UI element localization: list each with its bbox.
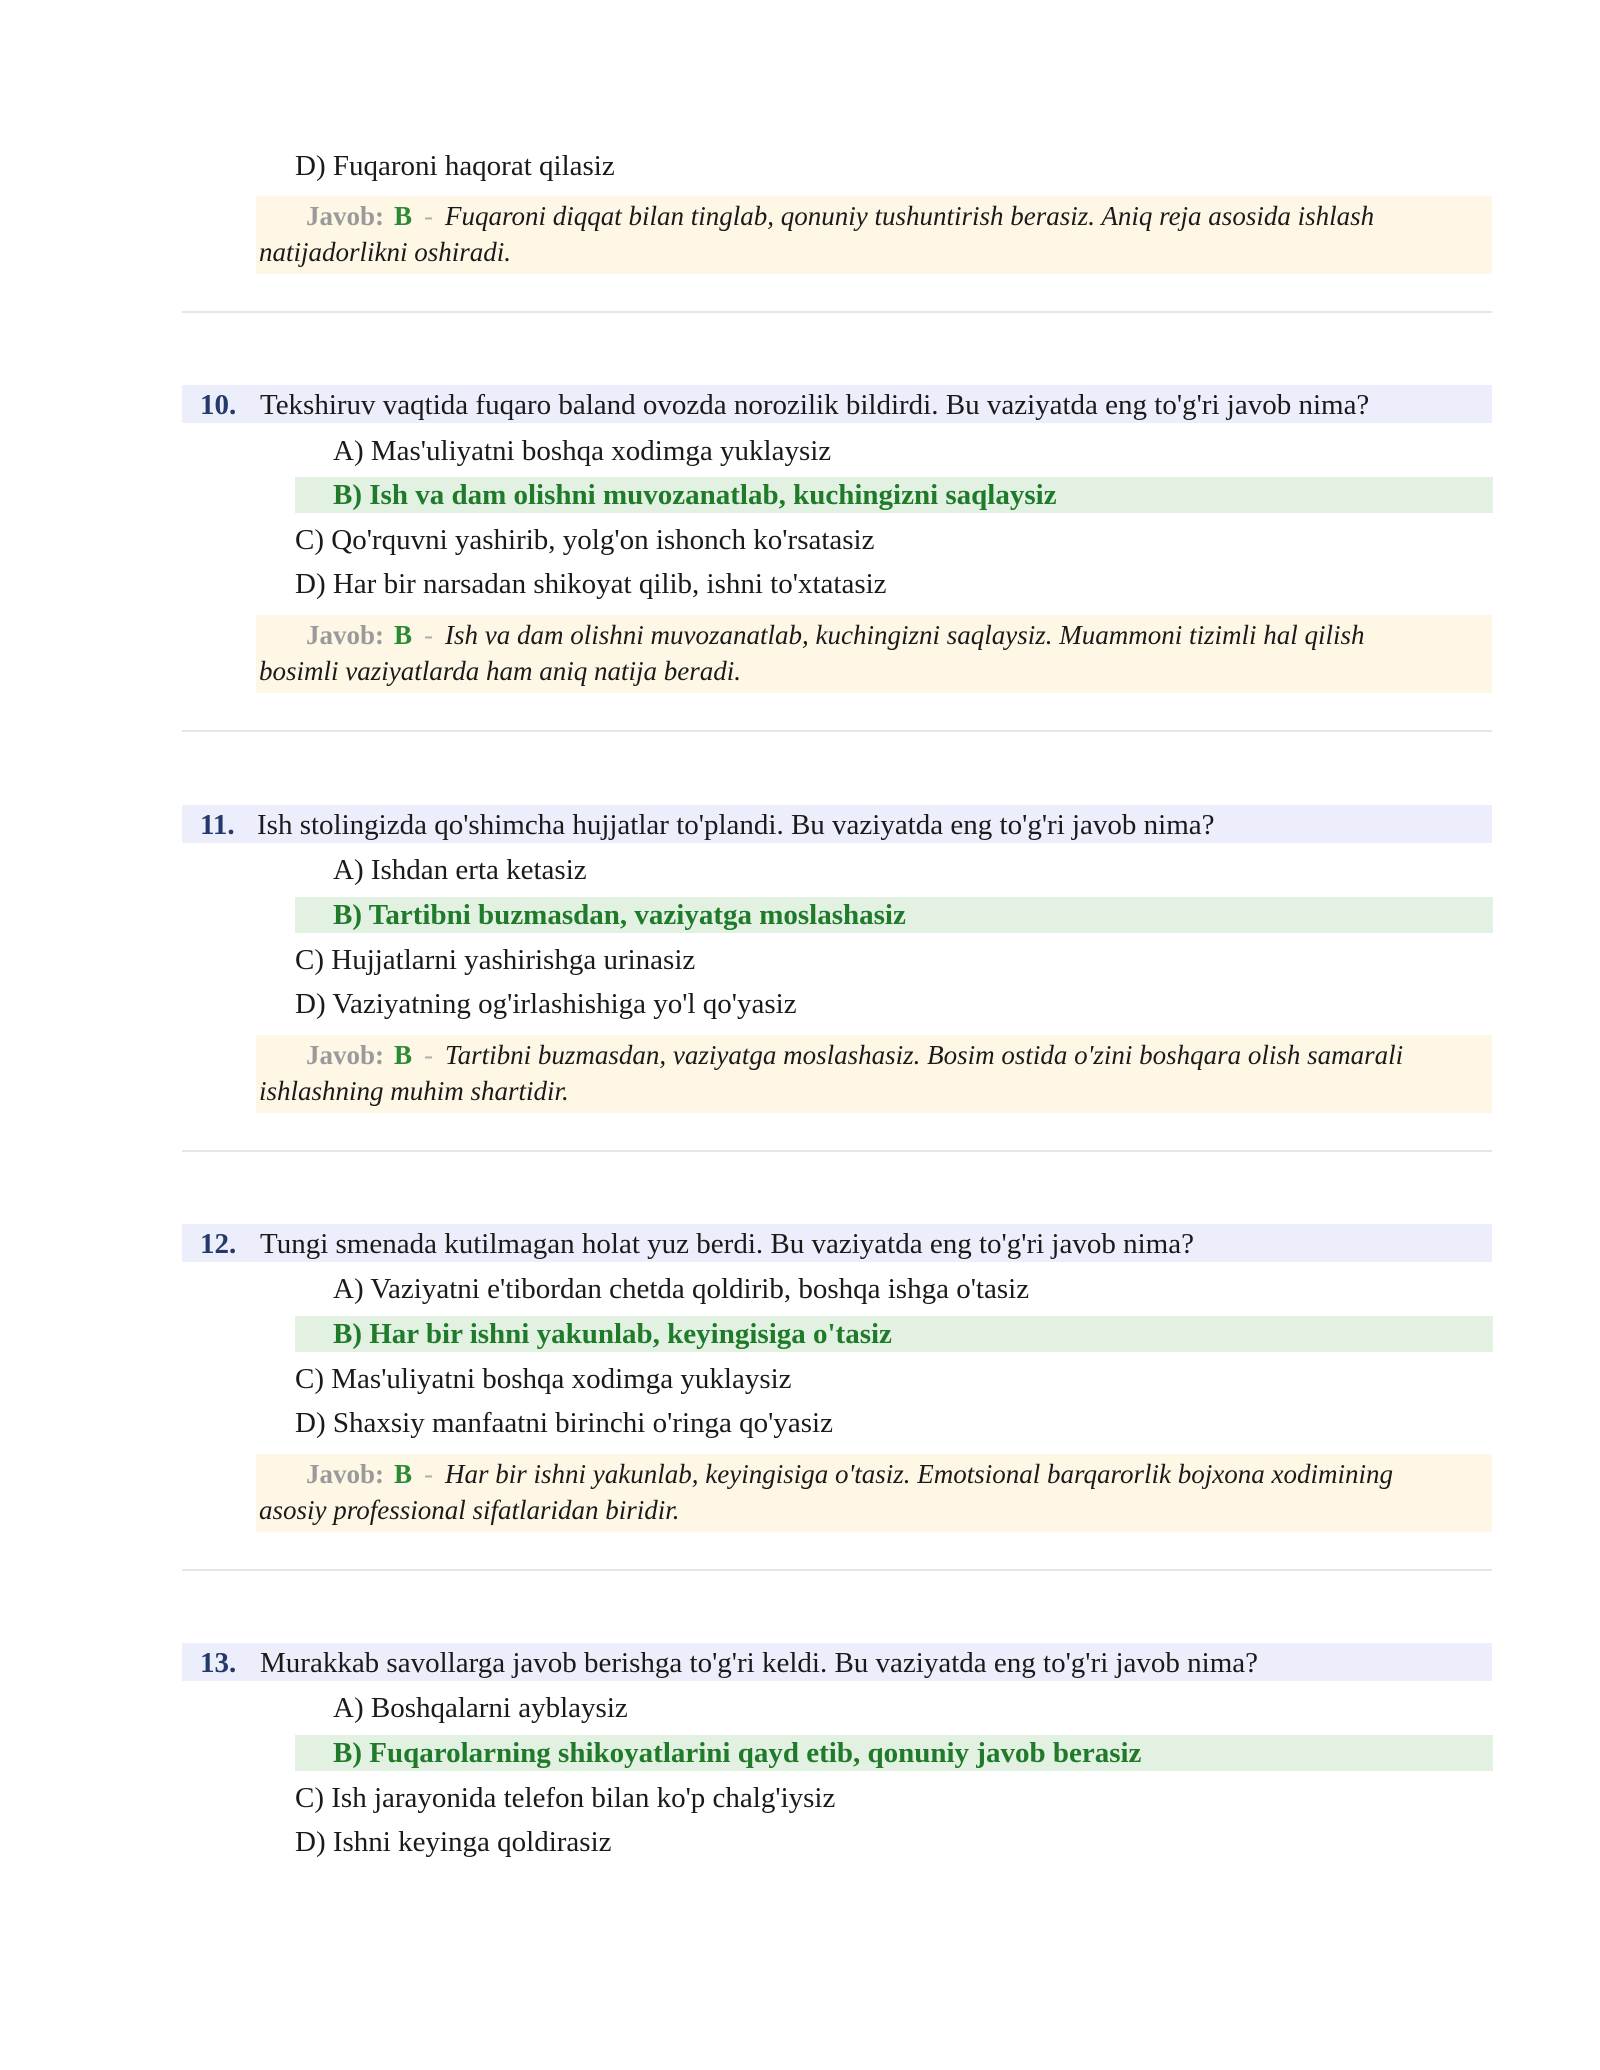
answer-label: Javob: xyxy=(306,1459,385,1489)
correct-option-label: B) Ish va dam olishni muvozanatlab, kuchingizni saqlaysiz xyxy=(333,479,1057,511)
correct-option-label: B) Har bir ishni yakunlab, keyingisiga o'tasiz xyxy=(333,1318,892,1350)
answer-dash: - xyxy=(424,201,434,231)
question-number: 12. xyxy=(200,1228,237,1260)
answer-line-1 xyxy=(306,198,1374,234)
q13-option-d[interactable]: D) Ishni keyinga qoldirasiz xyxy=(295,1826,612,1858)
q10-option-a[interactable]: A) Mas'uliyatni boshqa xodimga yuklaysiz xyxy=(333,435,832,467)
answer-line-1 xyxy=(306,1456,1393,1492)
question-text: Ish stolingizda qo'shimcha hujjatlar to'plandi. Bu vaziyatda eng to'g'ri javob nima? xyxy=(257,809,1215,841)
answer-dash: - xyxy=(424,620,434,650)
answer-line-1 xyxy=(306,617,1365,653)
q12-option-b-correct[interactable] xyxy=(295,1316,1493,1352)
answer-explanation: Fuqaroni diqqat bilan tinglab, qonuniy tushuntirish berasiz. Aniq reja asosida ishlash xyxy=(445,201,1375,231)
q9-option-d: D) Fuqaroni haqorat qilasiz xyxy=(295,150,615,182)
answer-line-2: natijadorlikni oshiradi. xyxy=(259,237,512,267)
q11-answer-box xyxy=(256,1035,1492,1113)
answer-line-1 xyxy=(306,1037,1403,1073)
answer-explanation: Ish va dam olishni muvozanatlab, kuchingizni saqlaysiz. Muammoni tizimli hal qilish xyxy=(445,620,1365,650)
answer-letter: B xyxy=(394,201,413,231)
correct-option-label: B) Fuqarolarning shikoyatlarini qayd etib, qonuniy javob berasiz xyxy=(333,1737,1142,1769)
question-10-row xyxy=(182,385,1492,423)
q10-answer-box xyxy=(256,615,1492,693)
question-text: Tekshiruv vaqtida fuqaro baland ovozda norozilik bildirdi. Bu vaziyatda eng to'g'ri javob nima? xyxy=(260,389,1370,421)
q13-option-b-correct[interactable] xyxy=(295,1735,1493,1771)
answer-explanation: Tartibni buzmasdan, vaziyatga moslashasiz. Bosim ostida o'zini boshqara olish samarali xyxy=(445,1040,1404,1070)
answer-letter: B xyxy=(394,1040,413,1070)
answer-line-2: bosimli vaziyatlarda ham aniq natija beradi. xyxy=(259,656,741,686)
answer-explanation: Har bir ishni yakunlab, keyingisiga o'tasiz. Emotsional barqarorlik bojxona xodimining xyxy=(445,1459,1394,1489)
answer-label: Javob: xyxy=(306,620,385,650)
answer-label: Javob: xyxy=(306,201,385,231)
divider xyxy=(182,1150,1492,1152)
q13-option-c[interactable]: C) Ish jarayonida telefon bilan ko'p chalg'iysiz xyxy=(295,1782,836,1814)
q10-option-c[interactable]: C) Qo'rquvni yashirib, yolg'on ishonch ko'rsatasiz xyxy=(295,524,875,556)
answer-line-2: ishlashning muhim shartidir. xyxy=(259,1076,569,1106)
q12-option-d[interactable]: D) Shaxsiy manfaatni birinchi o'ringa qo'yasiz xyxy=(295,1407,833,1439)
answer-label: Javob: xyxy=(306,1040,385,1070)
answer-letter: B xyxy=(394,620,413,650)
answer-letter: B xyxy=(394,1459,413,1489)
question-number: 11. xyxy=(200,809,235,841)
q12-answer-box xyxy=(256,1454,1492,1532)
question-11-row xyxy=(182,805,1492,843)
divider xyxy=(182,1569,1492,1571)
q11-option-c[interactable]: C) Hujjatlarni yashirishga urinasiz xyxy=(295,944,696,976)
question-number: 13. xyxy=(200,1647,237,1679)
correct-option-label: B) Tartibni buzmasdan, vaziyatga moslashasiz xyxy=(333,899,906,931)
question-number: 10. xyxy=(200,389,237,421)
q10-option-d[interactable]: D) Har bir narsadan shikoyat qilib, ishni to'xtatasiz xyxy=(295,568,887,600)
question-text: Murakkab savollarga javob berishga to'g'ri keldi. Bu vaziyatda eng to'g'ri javob nima? xyxy=(260,1647,1259,1679)
answer-dash: - xyxy=(424,1040,434,1070)
q11-option-b-correct[interactable] xyxy=(295,897,1493,933)
question-12-row xyxy=(182,1224,1492,1262)
answer-dash: - xyxy=(424,1459,434,1489)
answer-line-2: asosiy professional sifatlaridan biridir. xyxy=(259,1495,680,1525)
question-13-row xyxy=(182,1643,1492,1681)
q9-answer-box xyxy=(256,196,1492,274)
q10-option-b-correct[interactable] xyxy=(295,477,1493,513)
q11-option-d[interactable]: D) Vaziyatning og'irlashishiga yo'l qo'yasiz xyxy=(295,988,797,1020)
q13-option-a[interactable]: A) Boshqalarni ayblaysiz xyxy=(333,1692,628,1724)
q12-option-c[interactable]: C) Mas'uliyatni boshqa xodimga yuklaysiz xyxy=(295,1363,792,1395)
q12-option-a[interactable]: A) Vaziyatni e'tibordan chetda qoldirib, boshqa ishga o'tasiz xyxy=(333,1273,1030,1305)
divider xyxy=(182,730,1492,732)
question-text: Tungi smenada kutilmagan holat yuz berdi. Bu vaziyatda eng to'g'ri javob nima? xyxy=(260,1228,1194,1260)
q11-option-a[interactable]: A) Ishdan erta ketasiz xyxy=(333,854,587,886)
divider xyxy=(182,311,1492,313)
